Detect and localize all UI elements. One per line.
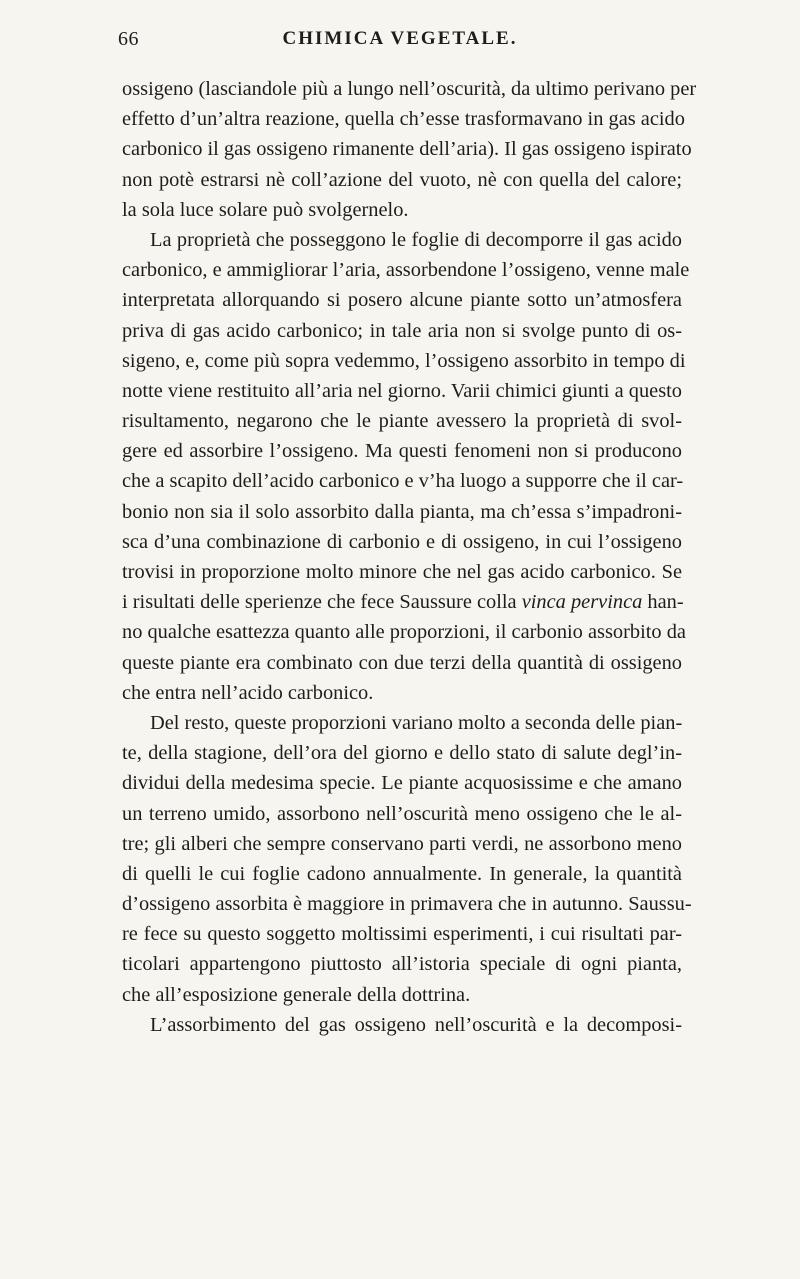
- text-line: trovisi in proporzione molto minore che nel gas acido carbonico. Se: [122, 561, 682, 583]
- italic-plant-name: vinca pervinca: [521, 591, 643, 614]
- text-line: un terreno umido, assorbono nell’oscurità meno ossigeno che le al-: [122, 802, 682, 825]
- text-line: di quelli le cui foglie cadono annualmente. In generale, la quantità: [122, 862, 682, 885]
- text-line: la sola luce solare può svolgernelo.: [122, 198, 409, 221]
- text-line: L’assorbimento del gas ossigeno nell’oscurità e la decomposi-: [150, 1013, 682, 1036]
- text-line: tre; gli alberi che sempre conservano parti verdi, ne assorbono meno: [122, 832, 682, 855]
- text-line: che a scapito dell’acido carbonico e v’ha luogo a supporre che il car-: [122, 470, 684, 493]
- body-text: [122, 74, 697, 1040]
- page-number: 66: [118, 28, 139, 50]
- text-line: effetto d’un’altra reazione, quella ch’esse trasformavano in gas acido: [122, 108, 685, 131]
- text-line: d’ossigeno assorbita è maggiore in primavera che in autunno. Saussu-: [122, 893, 692, 916]
- text-line: Del resto, queste proporzioni variano molto a seconda delle pian-: [150, 711, 683, 734]
- running-title: CHIMICA VEGETALE.: [282, 28, 518, 49]
- text-line: risultamento, negarono che le piante avessero la proprietà di svol-: [122, 410, 682, 433]
- text-line: interpretata allorquando si posero alcune piante sotto un’atmosfera: [122, 289, 682, 312]
- text-line: La proprietà che posseggono le foglie di decomporre il gas acido: [150, 228, 682, 251]
- text-segment: i risultati delle sperienze che fece Saussure colla: [122, 591, 522, 614]
- text-line: carbonico, e ammigliorar l’aria, assorbendone l’ossigeno, venne male: [122, 259, 690, 282]
- text-line: che entra nell’acido carbonico.: [122, 681, 374, 704]
- text-line: dividui della medesima specie. Le piante acquosissime e che amano: [122, 772, 682, 795]
- text-line-with-italic: [122, 587, 682, 617]
- text-line: sca d’una combinazione di carbonio e di ossigeno, in cui l’ossigeno: [122, 530, 682, 553]
- page-header: [0, 28, 800, 58]
- text-line: no qualche esattezza quanto alle proporzioni, il carbonio assorbito da: [122, 621, 686, 644]
- text-line: ossigeno (lasciandole più a lungo nell’oscurità, da ultimo perivano per: [122, 78, 697, 100]
- text-line: carbonico il gas ossigeno rimanente dell’aria). Il gas ossigeno ispirato: [122, 138, 692, 161]
- text-line: notte viene restituito all’aria nel giorno. Varii chimici giunti a questo: [122, 379, 682, 402]
- text-line: priva di gas acido carbonico; in tale aria non si svolge punto di os-: [122, 319, 682, 342]
- text-line: te, della stagione, dell’ora del giorno e dello stato di salute degl’in-: [122, 742, 682, 765]
- text-line: re fece su questo soggetto moltissimi esperimenti, i cui risultati par-: [122, 923, 682, 946]
- text-line: ticolari appartengono piuttosto all’istoria speciale di ogni pianta,: [122, 953, 682, 976]
- text-line: queste piante era combinato con due terzi della quantità di ossigeno: [122, 651, 682, 674]
- text-line: bonio non sia il solo assorbito dalla pianta, ma ch’essa s’impadroni-: [122, 500, 682, 523]
- text-segment: han-: [642, 591, 684, 614]
- text-line: non potè estrarsi nè coll’azione del vuoto, nè con quella del calore;: [122, 168, 682, 191]
- text-line: che all’esposizione generale della dottrina.: [122, 983, 471, 1006]
- text-line: gere ed assorbire l’ossigeno. Ma questi fenomeni non si producono: [122, 440, 682, 463]
- text-line: sigeno, e, come più sopra vedemmo, l’ossigeno assorbito in tempo di: [122, 349, 686, 372]
